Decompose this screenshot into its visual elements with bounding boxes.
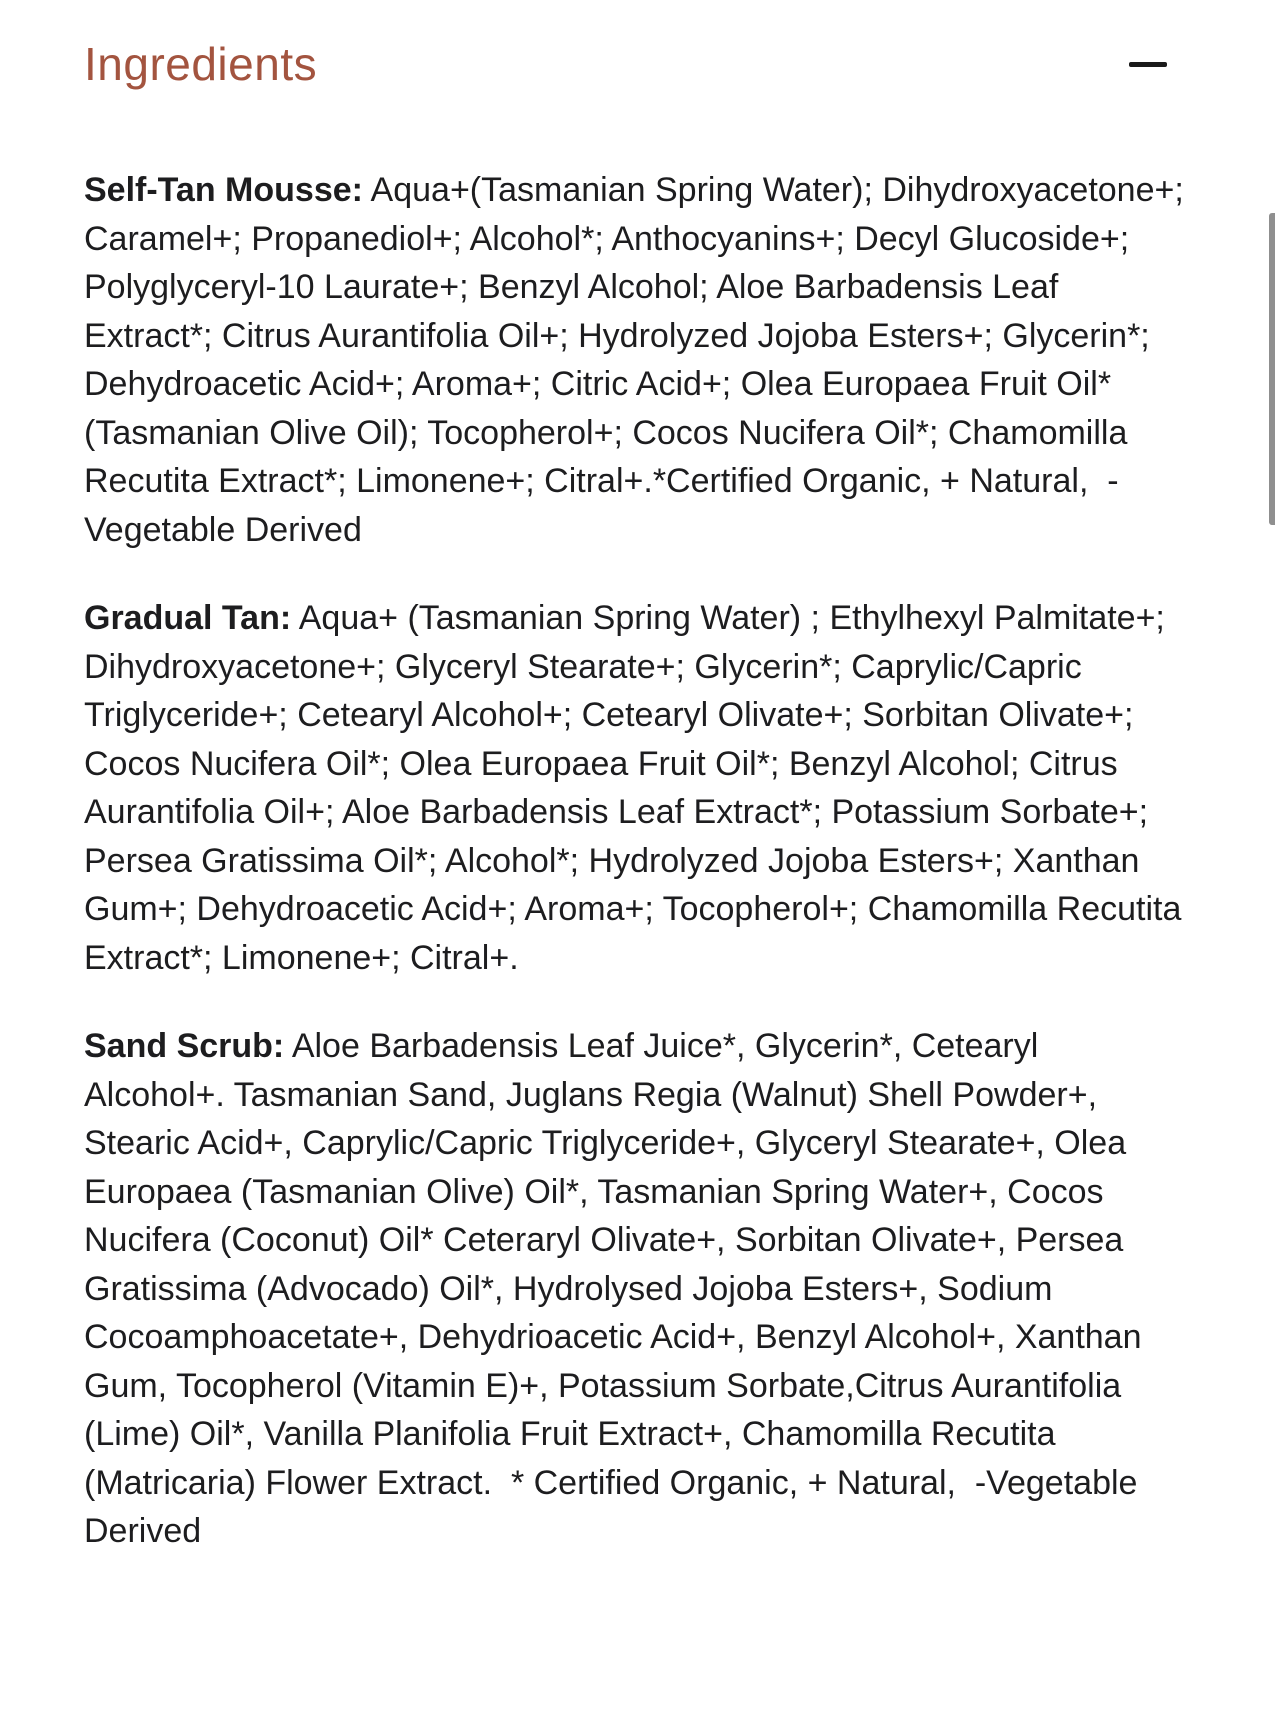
page-title: Ingredients (84, 38, 318, 90)
product-name: Self-Tan Mousse: (84, 171, 363, 209)
ingredient-paragraph (84, 166, 1194, 554)
ingredient-paragraph (84, 1022, 1184, 1556)
ingredient-list-text: Aqua+ (Tasmanian Spring Water) ; Ethylhexyl Palmitate+; Dihydroxyacetone+; Glyceryl Stearate+; Glycerin*; Caprylic/Capric Triglyceride+; Cetearyl Alcohol+; Cetearyl Olivate+; Sorbitan Olivate+; Cocos Nucifera Oil*; Olea Europaea Fruit Oil*; Benzyl Alcohol; Citrus Aurantifolia Oil+; Aloe Barbadensis Leaf Extract*; Potassium Sorbate+; Persea Gratissima Oil*; Alcohol*; Hydrolyzed Jojoba Esters+; Xanthan Gum+; Dehydroacetic Acid+; Aroma+; Tocopherol+; Chamomilla Recutita Extract*; Limonene+; Citral+. (84, 599, 1191, 977)
product-name: Gradual Tan: (84, 599, 292, 637)
scrollbar-thumb[interactable] (1269, 213, 1275, 525)
ingredient-list-text: Aloe Barbadensis Leaf Juice*, Glycerin*, Cetearyl Alcohol+. Tasmanian Sand, Juglans Regia (Walnut) Shell Powder+, Stearic Acid+, Caprylic/Capric Triglyceride+, Glyceryl Stearate+, Olea Europaea (Tasmanian Olive) Oil*, Tasmanian Spring Water+, Cocos Nucifera (Coconut) Oil* Ceteraryl Olivate+, Sorbitan Olivate+, Persea Gratissima (Advocado) Oil*, Hydrolysed Jojoba Esters+, Sodium Cocoamphoacetate+, Dehydrioacetic Acid+, Benzyl Alcohol+, Xanthan Gum, Tocopherol (Vitamin E)+, Potassium Sorbate,Citrus Aurantifolia (Lime) Oil*, Vanilla Planifolia Fruit Extract+, Chamomilla Recutita (Matricaria) Flower Extract. * Certified Organic, + Natural, -Vegetable Derived (84, 1027, 1151, 1550)
ingredient-list-text: Aqua+(Tasmanian Spring Water); Dihydroxyacetone+; Caramel+; Propanediol+; Alcohol*; Anthocyanins+; Decyl Glucoside+; Polyglyceryl-10 Laurate+; Benzyl Alcohol; Aloe Barbadensis Leaf Extract*; Citrus Aurantifolia Oil+; Hydrolyzed Jojoba Esters+; Glycerin*; Dehydroacetic Acid+; Aroma+; Citric Acid+; Olea Europaea Fruit Oil*(Tasmanian Olive Oil); Tocopherol+; Cocos Nucifera Oil*; Chamomilla Recutita Extract*; Limonene+; Citral+.*Certified Organic, + Natural, -Vegetable Derived (84, 171, 1194, 549)
product-name: Sand Scrub: (84, 1027, 285, 1065)
collapse-accordion-button[interactable] (1129, 52, 1167, 77)
accordion-header-ingredients[interactable] (0, 0, 1275, 91)
ingredient-paragraph (84, 594, 1191, 982)
ingredients-content (84, 166, 1194, 1556)
minus-icon (1129, 62, 1167, 67)
